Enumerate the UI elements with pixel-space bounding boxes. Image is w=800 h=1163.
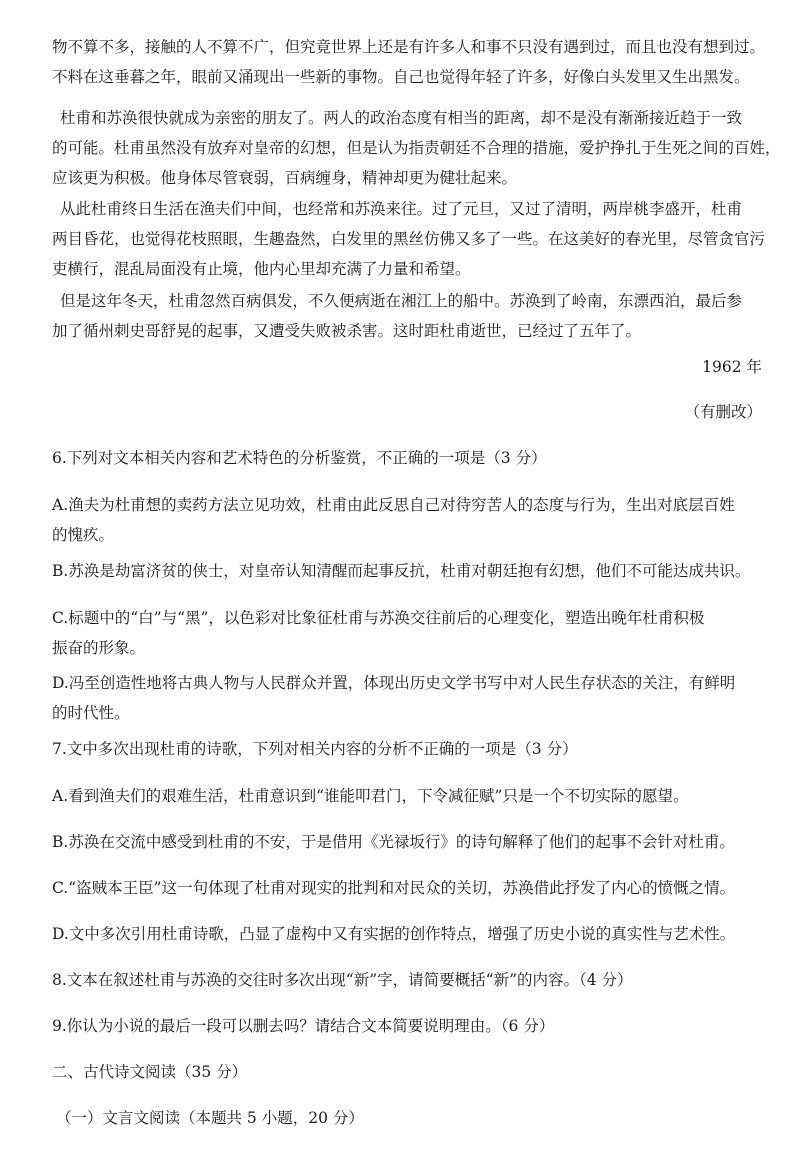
edit-note: （有删改） — [684, 403, 762, 421]
text-line: 物不算不多，接触的人不算不广，但究竟世界上还是有许多人和事不只没有遇到过，而且也没有想到过。 — [52, 38, 766, 56]
text-line: 从此杜甫终日生活在渔夫们中间，也经常和苏涣来往。过了元旦，又过了清明，两岸桃李盛开，杜甫 — [60, 200, 743, 218]
question-6-option-d — [52, 668, 764, 728]
question-6-stem: 6.下列对文本相关内容和艺术特色的分析鉴赏，不正确的一项是（3 分） — [52, 449, 547, 467]
question-7-option-d: D.文中多次引用杜甫诗歌，凸显了虚构中又有实据的创作特点，增强了历史小说的真实性与艺术性。 — [52, 925, 736, 943]
question-6-option-b — [52, 556, 764, 586]
question-6-option-a — [52, 490, 764, 550]
text-line: 吏横行，混乱局面没有止境，他内心里却充满了力量和希望。 — [52, 260, 471, 278]
text-line: 不料在这垂暮之年，眼前又涌现出一些新的事物。自己也觉得年轻了许多，好像白头发里又生出黑发。 — [52, 68, 750, 86]
publication-year: 1962 年 — [702, 358, 762, 376]
passage-paragraph-0 — [52, 32, 764, 92]
question-9: 9.你认为小说的最后一段可以删去吗？请结合文本简要说明理由。（6 分） — [52, 1017, 555, 1035]
section-2-heading: 二、古代诗文阅读（35 分） — [52, 1063, 248, 1081]
text-line: 加了循州刺史哥舒晃的起事，又遭受失败被杀害。这时距杜甫逝世，已经过了五年了。 — [52, 322, 642, 340]
section-2-subheading: （一）文言文阅读（本题共 5 小题，20 分） — [56, 1109, 364, 1127]
passage-paragraph-2 — [52, 194, 764, 284]
text-line: B.苏涣是劫富济贫的侠士，对皇帝认知清醒而起事反抗，杜甫对朝廷抱有幻想，他们不可能达成共识。 — [52, 562, 751, 580]
text-line: 的时代性。 — [52, 704, 130, 722]
question-8: 8.文本在叙述杜甫与苏涣的交往时多次出现“新”字，请简要概括“新”的内容。（4 分） — [52, 971, 633, 989]
text-line: 应该更为积极。他身体尽管衰弱，百病缠身，精神却更为健壮起来。 — [52, 169, 518, 187]
question-7-option-b: B.苏涣在交流中感受到杜甫的不安，于是借用《光禄坂行》的诗句解释了他们的起事不会针对杜甫。 — [52, 833, 735, 851]
text-line: 两目昏花，也觉得花枝照眼，生趣盎然，白发里的黑丝仿佛又多了一些。在这美好的春光里，尽管贪官污 — [52, 230, 766, 248]
text-line: 杜甫和苏涣很快就成为亲密的朋友了。两人的政治态度有相当的距离，却不是没有渐渐接近趋于一致 — [60, 109, 743, 127]
text-line: D.冯至创造性地将古典人物与人民群众并置，体现出历史文学书写中对人民生存状态的关注，有鲜明 — [52, 674, 736, 692]
question-7-stem: 7.文中多次出现杜甫的诗歌，下列对相关内容的分析不正确的一项是（3 分） — [52, 740, 578, 758]
text-line: 振奋的形象。 — [52, 639, 146, 657]
question-6-option-c — [52, 603, 764, 663]
text-line: C.标题中的“白”与“黑”，以色彩对比象征杜甫与苏涣交往前后的心理变化，塑造出晚年杜甫积极 — [52, 609, 705, 627]
question-7-option-c: C.“盗贼本王臣”这一句体现了杜甫对现实的批判和对民众的关切，苏涣借此抒发了内心的愤慨之情。 — [52, 879, 736, 897]
passage-paragraph-3 — [52, 286, 764, 346]
text-line: 的愧疚。 — [52, 526, 115, 544]
text-line: A.渔夫为杜甫想的卖药方法立见功效，杜甫由此反思自己对待穷苦人的态度与行为，生出对底层百姓 — [52, 496, 735, 514]
passage-paragraph-1 — [52, 103, 781, 193]
question-7-option-a: A.看到渔夫们的艰难生活，杜甫意识到“谁能叩君门，下令减征赋”只是一个不切实际的愿望。 — [52, 787, 689, 805]
text-line: 但是这年冬天，杜甫忽然百病俱发，不久便病逝在湘江上的船中。苏涣到了岭南，东漂西泊，最后参 — [60, 292, 743, 310]
text-line: 的可能。杜甫虽然没有放弃对皇帝的幻想，但是认为指责朝廷不合理的措施，爱护挣扎于生死之间的百姓， — [52, 139, 781, 157]
